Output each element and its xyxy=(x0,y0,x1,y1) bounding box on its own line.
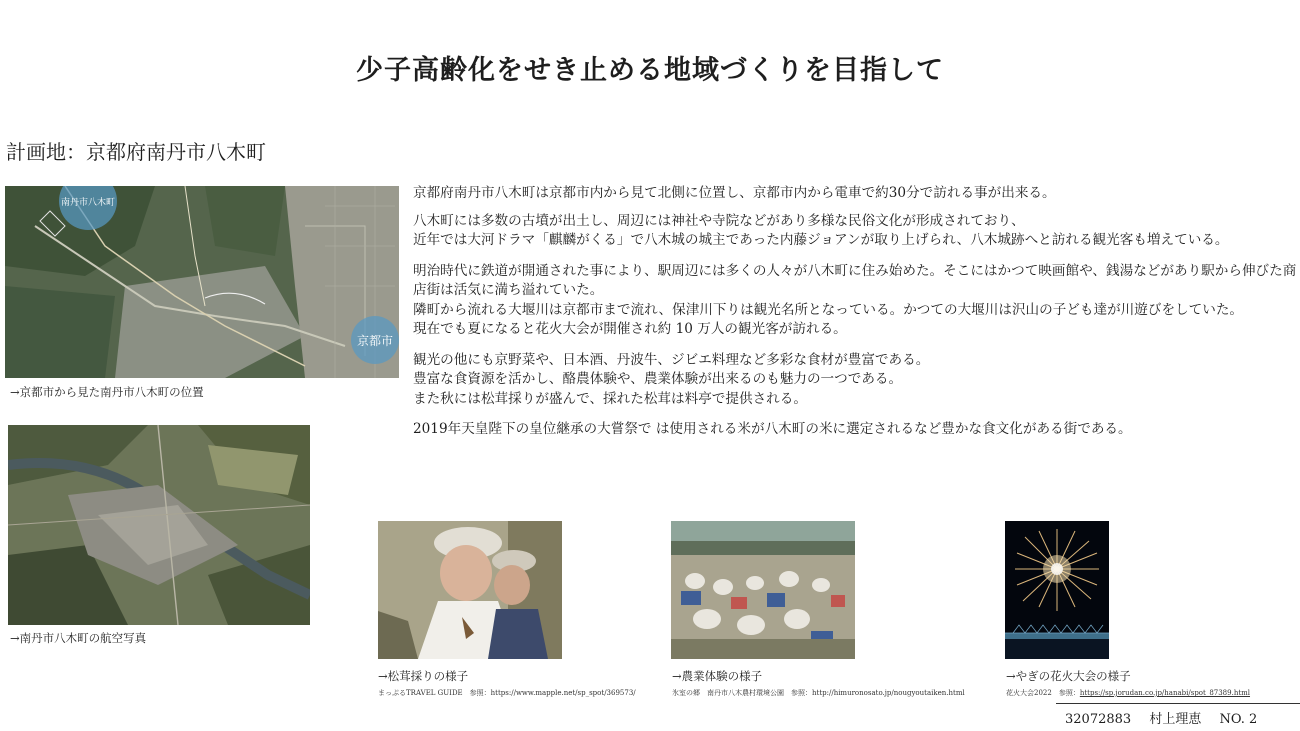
paragraph-rice: 2019年天皇陛下の皇位継承の大嘗祭で は使用される米が八木町の米に選定されるなど豊かな食文化がある街である。 xyxy=(413,421,1132,437)
page-number: NO. 2 xyxy=(1219,712,1258,727)
map-caption: →京都市から見た南丹市八木町の位置 xyxy=(10,385,204,399)
fireworks-source xyxy=(1006,688,1250,698)
site-label: 計画地：京都府南丹市八木町 xyxy=(6,140,266,164)
aerial-photo xyxy=(8,425,310,625)
paragraph-railway: 明治時代に鉄道が開通された事により、駅周辺には多くの人々が八木町に住み始めた。そこにはかつて映画館や、銭湯などがあり駅から伸びた商店街は活気に満ち溢れていた。 隣町から流れる大堰川は京都市まで流れ、保津川下りは観光名所となっている。かつての大堰川は沢山の子ども達が川遊びをしていた。 現在でも夏になると花火大会が開催され約 10 万人の観光客が訪れる。 xyxy=(413,262,1297,337)
paragraph-history: 八木町には多数の古墳が出土し、周辺には神社や寺院などがあり多様な民俗文化が形成されており、 近年では大河ドラマ「麒麟がくる」で八木城の城主であった内藤ジョアンが取り上げられ、八木城跡へと訪れる観光客も増えている。 xyxy=(413,212,1229,248)
footer-divider xyxy=(1056,703,1300,704)
farming-photo xyxy=(671,521,855,659)
student-id: 32072883 xyxy=(1065,712,1132,727)
farming-caption: →農業体験の様子 xyxy=(672,669,763,683)
aerial-graphic xyxy=(8,425,310,625)
marker-yagi: 南丹市八木町 xyxy=(59,186,117,230)
matsutake-source: まっぷるTRAVEL GUIDE 参照：https://www.mapple.net/sp_spot/369573/ xyxy=(378,689,636,697)
farming-graphic xyxy=(671,521,855,659)
fireworks-source-prefix: 花火大会2022 参照： xyxy=(1006,689,1080,697)
location-map xyxy=(5,186,399,378)
paragraph-food: 観光の他にも京野菜や、日本酒、丹波牛、ジビエ料理など多彩な食材が豊富である。 豊富な食資源を活かし、酪農体験や、農業体験が出来るのも魅力の一つである。 また秋には松茸採りが盛んで、採れた松茸は料亭で提供される。 xyxy=(413,351,930,407)
footer xyxy=(1065,708,1271,727)
fireworks-caption: →やぎの花火大会の様子 xyxy=(1006,669,1131,683)
paragraph-location: 京都府南丹市八木町は京都市内から見て北側に位置し、京都市内から電車で約30分で訪れる事が出来る。 xyxy=(413,185,1056,201)
matsutake-graphic xyxy=(378,521,562,659)
aerial-caption: →南丹市八木町の航空写真 xyxy=(10,631,147,645)
marker-kyoto: 京都市 xyxy=(351,316,399,364)
fireworks-graphic xyxy=(1005,521,1109,659)
fireworks-source-link[interactable]: https://sp.jorudan.co.jp/hanabi/spot_87389.html xyxy=(1079,689,1251,697)
page-title: 少子高齢化をせき止める地域づくりを目指して xyxy=(356,55,944,86)
farming-source: 氷室の郷 南丹市八木農村環境公園 参照：http://himuronosato.jp/nougyoutaiken.html xyxy=(672,689,965,697)
description xyxy=(413,184,1297,440)
author-name: 村上理恵 xyxy=(1149,712,1202,727)
fireworks-photo xyxy=(1005,521,1109,659)
matsutake-caption: →松茸採りの様子 xyxy=(378,669,469,683)
matsutake-photo xyxy=(378,521,562,659)
